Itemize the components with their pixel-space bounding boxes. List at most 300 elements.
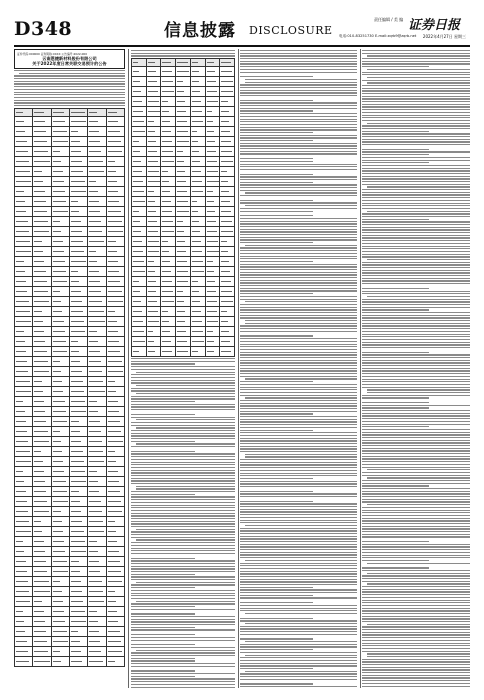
table-cell	[33, 356, 51, 366]
table-cell	[190, 127, 205, 137]
cell-text	[108, 431, 122, 432]
table-row	[15, 206, 125, 216]
cell-text	[53, 521, 62, 522]
cell-text	[162, 141, 172, 142]
text-line	[131, 676, 195, 677]
cell-text	[34, 521, 41, 522]
cell-text	[16, 411, 25, 412]
table-cell	[176, 327, 191, 337]
text-line	[240, 285, 357, 286]
text-line	[362, 323, 470, 324]
text-line	[245, 641, 357, 642]
text-line	[240, 129, 357, 130]
text-line	[240, 384, 357, 385]
table-cell	[15, 596, 33, 606]
table-cell	[161, 267, 176, 277]
cell-text	[133, 101, 142, 102]
text-line	[240, 663, 357, 664]
text-line	[362, 528, 470, 529]
table-cell	[51, 386, 69, 396]
cell-text	[34, 171, 42, 172]
text-line	[362, 301, 470, 302]
text-line	[240, 592, 357, 593]
table-cell	[190, 307, 205, 317]
table-cell	[69, 226, 87, 236]
cell-text	[207, 341, 214, 342]
cell-text	[192, 311, 201, 312]
text-line	[362, 368, 470, 369]
table-cell	[146, 347, 161, 357]
table-cell	[161, 127, 176, 137]
table-cell	[176, 157, 191, 167]
cell-text	[34, 531, 42, 532]
text-line	[131, 414, 195, 415]
text-line	[362, 491, 470, 492]
table-cell	[33, 396, 51, 406]
cell-text	[34, 331, 44, 332]
cell-text	[89, 201, 99, 202]
text-line	[14, 102, 125, 103]
table-cell	[176, 297, 191, 307]
table-cell	[15, 486, 33, 496]
cell-text	[53, 361, 60, 362]
text-line	[362, 278, 470, 279]
text-line	[362, 262, 470, 263]
table-cell	[15, 256, 33, 266]
cell-text	[162, 62, 171, 63]
cell-text	[71, 661, 82, 662]
table-cell	[51, 496, 69, 506]
text-line	[240, 200, 313, 201]
cell-text	[192, 321, 202, 322]
table-cell	[51, 656, 69, 666]
table-cell	[176, 257, 191, 267]
text-line	[240, 354, 357, 355]
text-line	[131, 483, 235, 484]
text-line	[240, 573, 357, 574]
cell-text	[192, 191, 203, 192]
table-cell	[132, 177, 147, 187]
table-cell	[33, 216, 51, 226]
text-line	[131, 467, 235, 468]
text-line	[362, 608, 470, 609]
cell-text	[71, 421, 79, 422]
text-line	[362, 80, 470, 81]
text-line	[240, 253, 357, 254]
table-cell	[69, 606, 87, 616]
text-line	[14, 86, 125, 87]
cell-text	[34, 141, 47, 142]
cell-text	[207, 221, 216, 222]
text-line	[240, 438, 357, 439]
cell-text	[221, 101, 227, 102]
table-cell	[69, 646, 87, 656]
text-line	[240, 231, 357, 232]
table-cell	[106, 276, 124, 286]
cell-text	[207, 201, 214, 202]
cell-text	[133, 121, 144, 122]
table-cell	[161, 287, 176, 297]
table-cell	[106, 656, 124, 666]
text-line	[240, 317, 357, 318]
table-cell	[51, 596, 69, 606]
cell-text	[148, 341, 155, 342]
text-line	[362, 117, 470, 118]
cell-text	[221, 221, 232, 222]
table-cell	[69, 576, 87, 586]
cell-text	[162, 181, 169, 182]
cell-text	[16, 201, 25, 202]
text-line	[240, 266, 357, 267]
table-cell	[176, 77, 191, 87]
cell-text	[108, 451, 115, 452]
cell-text	[89, 581, 101, 582]
cell-text	[16, 421, 26, 422]
text-line	[362, 347, 470, 348]
table-cell	[220, 307, 235, 317]
text-line	[131, 619, 235, 620]
cell-text	[71, 521, 82, 522]
text-line	[362, 661, 470, 662]
table-cell	[205, 197, 220, 207]
text-line	[240, 506, 357, 507]
cell-text	[221, 281, 231, 282]
text-line	[131, 433, 235, 434]
table-row	[132, 267, 235, 277]
table-cell	[132, 327, 147, 337]
text-line	[362, 248, 470, 249]
table-cell	[106, 536, 124, 546]
text-line	[362, 106, 470, 107]
cell-text	[16, 631, 25, 632]
table-cell	[106, 436, 124, 446]
table-cell	[106, 146, 124, 156]
cell-text	[207, 131, 214, 132]
cell-text	[34, 341, 45, 342]
table-cell	[190, 207, 205, 217]
cell-text	[192, 351, 198, 352]
text-line	[240, 127, 357, 128]
table-cell	[190, 197, 205, 207]
text-line	[362, 589, 470, 590]
text-line	[131, 571, 235, 572]
table-row	[15, 286, 125, 296]
text-line	[131, 526, 235, 527]
text-line	[240, 202, 357, 203]
table-row	[15, 656, 125, 666]
cell-text	[89, 251, 96, 252]
text-line	[367, 69, 470, 70]
table-cell	[88, 646, 106, 656]
text-line	[240, 124, 357, 125]
table-cell	[176, 177, 191, 187]
table-cell	[176, 147, 191, 157]
text-line	[240, 370, 357, 371]
table-cell	[220, 137, 235, 147]
table-cell	[15, 616, 33, 626]
cell-text	[89, 221, 101, 222]
table-row	[15, 216, 125, 226]
table-cell	[88, 296, 106, 306]
text-line	[362, 424, 470, 425]
cell-text	[89, 241, 103, 242]
table-cell	[205, 177, 220, 187]
text-line	[362, 600, 470, 601]
table-cell	[106, 196, 124, 206]
cell-text	[177, 221, 183, 222]
table-cell	[51, 456, 69, 466]
text-line	[362, 283, 470, 284]
cell-text	[162, 171, 168, 172]
table-cell	[33, 446, 51, 456]
text-line	[362, 483, 470, 484]
table-cell	[88, 276, 106, 286]
table-cell	[69, 446, 87, 456]
cell-text	[133, 321, 143, 322]
table-cell	[220, 207, 235, 217]
cell-text	[53, 601, 63, 602]
data-table	[14, 108, 125, 667]
table-cell	[146, 307, 161, 317]
table-cell	[220, 327, 235, 337]
table-cell	[161, 257, 176, 267]
text-line	[362, 339, 470, 340]
cell-text	[148, 91, 158, 92]
table-cell	[88, 376, 106, 386]
cell-text	[16, 351, 26, 352]
text-line	[362, 352, 429, 353]
table-cell	[190, 117, 205, 127]
text-line	[240, 176, 357, 177]
cell-text	[221, 141, 231, 142]
text-line	[131, 624, 235, 625]
table-row	[132, 127, 235, 137]
cell-text	[71, 291, 81, 292]
table-cell	[176, 267, 191, 277]
text-line	[14, 94, 125, 95]
table-cell	[15, 246, 33, 256]
cell-text	[192, 111, 203, 112]
cell-text	[221, 291, 232, 292]
table-cell	[146, 137, 161, 147]
text-line	[362, 101, 470, 102]
text-line	[131, 537, 235, 538]
text-line	[240, 496, 357, 497]
table-cell	[161, 97, 176, 107]
text-line	[131, 670, 195, 671]
table-cell	[190, 157, 205, 167]
text-line	[367, 656, 470, 657]
text-line	[362, 317, 470, 318]
cell-text	[89, 461, 104, 462]
table-cell	[205, 107, 220, 117]
cell-text	[192, 161, 200, 162]
cell-text	[108, 421, 120, 422]
table-cell	[190, 347, 205, 357]
table-cell	[88, 536, 106, 546]
cell-text	[53, 461, 64, 462]
cell-text	[162, 131, 171, 132]
table-row	[132, 207, 235, 217]
text-line	[131, 475, 235, 476]
table-row	[15, 506, 125, 516]
table-cell	[132, 247, 147, 257]
table-cell	[33, 126, 51, 136]
text-line	[362, 552, 470, 553]
cell-text	[207, 81, 216, 82]
cell-text	[89, 311, 103, 312]
table-cell	[132, 187, 147, 197]
table-cell	[69, 496, 87, 506]
text-line	[240, 376, 357, 377]
cell-text	[221, 62, 230, 63]
text-line	[131, 366, 235, 367]
table-cell	[146, 59, 161, 67]
text-line	[240, 357, 357, 358]
table-cell	[132, 67, 147, 77]
cell-text	[177, 291, 182, 292]
table-row	[132, 187, 235, 197]
table-cell	[146, 237, 161, 247]
table-cell	[161, 327, 176, 337]
text-line	[131, 453, 235, 454]
cell-text	[177, 101, 185, 102]
text-line	[362, 536, 470, 537]
text-line	[240, 221, 357, 222]
text-line	[362, 61, 470, 62]
text-line	[362, 315, 470, 316]
text-line	[362, 520, 470, 521]
text-line	[240, 665, 357, 666]
table-cell	[33, 416, 51, 426]
text-line	[362, 437, 470, 438]
table-cell	[88, 456, 106, 466]
table-cell	[176, 197, 191, 207]
text-line	[362, 432, 470, 433]
cell-text	[207, 141, 215, 142]
table-cell	[51, 176, 69, 186]
column-1	[14, 49, 125, 688]
text-line	[362, 618, 470, 619]
text-line	[240, 182, 313, 183]
cell-text	[71, 601, 83, 602]
text-line	[131, 499, 235, 500]
text-line	[362, 672, 470, 673]
table-cell	[205, 297, 220, 307]
text-line	[362, 418, 470, 419]
text-line	[362, 373, 470, 374]
cell-text	[53, 411, 66, 412]
text-line	[240, 464, 357, 465]
text-line	[131, 637, 235, 638]
cell-text	[108, 511, 123, 512]
cell-text	[207, 62, 215, 63]
table-cell	[88, 286, 106, 296]
table-cell	[205, 157, 220, 167]
text-line	[131, 587, 195, 588]
table-cell	[220, 267, 235, 277]
cell-text	[16, 511, 28, 512]
table-cell	[205, 97, 220, 107]
text-line	[362, 610, 470, 611]
text-line	[362, 320, 470, 321]
table-cell	[146, 77, 161, 87]
text-line	[240, 467, 357, 468]
table-cell	[106, 186, 124, 196]
cell-text	[207, 101, 218, 102]
table-row	[15, 636, 125, 646]
table-cell	[51, 156, 69, 166]
text-line	[240, 563, 357, 564]
text-line	[362, 304, 470, 305]
text-line	[131, 687, 235, 688]
table-cell	[106, 176, 124, 186]
text-line	[240, 234, 357, 235]
text-line	[131, 480, 235, 481]
text-line	[362, 139, 470, 140]
text-line	[240, 113, 357, 114]
text-line	[362, 264, 470, 265]
text-line	[240, 140, 313, 141]
cell-text	[148, 141, 156, 142]
cell-text	[34, 211, 47, 212]
table-cell	[33, 186, 51, 196]
table-cell	[220, 217, 235, 227]
cell-text	[34, 491, 46, 492]
cell-text	[34, 441, 49, 442]
table-cell	[88, 176, 106, 186]
cell-text	[53, 651, 61, 652]
text-line	[240, 161, 313, 162]
data-table	[131, 58, 235, 357]
cell-text	[177, 241, 185, 242]
text-line	[362, 256, 470, 257]
cell-text	[34, 321, 43, 322]
cell-text	[148, 111, 160, 112]
text-line	[131, 430, 235, 431]
notice-title: 关于2022年度日常关联交易预计的公告	[32, 61, 107, 66]
text-line	[240, 608, 357, 609]
cell-text	[71, 401, 85, 402]
cell-text	[108, 571, 121, 572]
table-cell	[15, 416, 33, 426]
table-cell	[15, 626, 33, 636]
text-line	[240, 430, 313, 431]
text-line	[362, 168, 470, 169]
cell-text	[71, 201, 78, 202]
cell-text	[16, 261, 24, 262]
table-cell	[15, 336, 33, 346]
cell-text	[53, 631, 67, 632]
text-line	[14, 92, 125, 93]
table-cell	[15, 366, 33, 376]
cell-text	[71, 411, 86, 412]
table-cell	[106, 646, 124, 656]
masthead	[14, 14, 470, 46]
text-line	[240, 335, 313, 336]
text-line	[131, 684, 235, 685]
table-cell	[106, 366, 124, 376]
cell-text	[221, 311, 227, 312]
cell-text	[221, 131, 230, 132]
cell-text	[71, 561, 79, 562]
table-cell	[51, 306, 69, 316]
table-cell	[15, 166, 33, 176]
cell-text	[108, 381, 116, 382]
text-line	[136, 582, 235, 583]
text-line	[240, 169, 357, 170]
cell-text	[192, 281, 198, 282]
